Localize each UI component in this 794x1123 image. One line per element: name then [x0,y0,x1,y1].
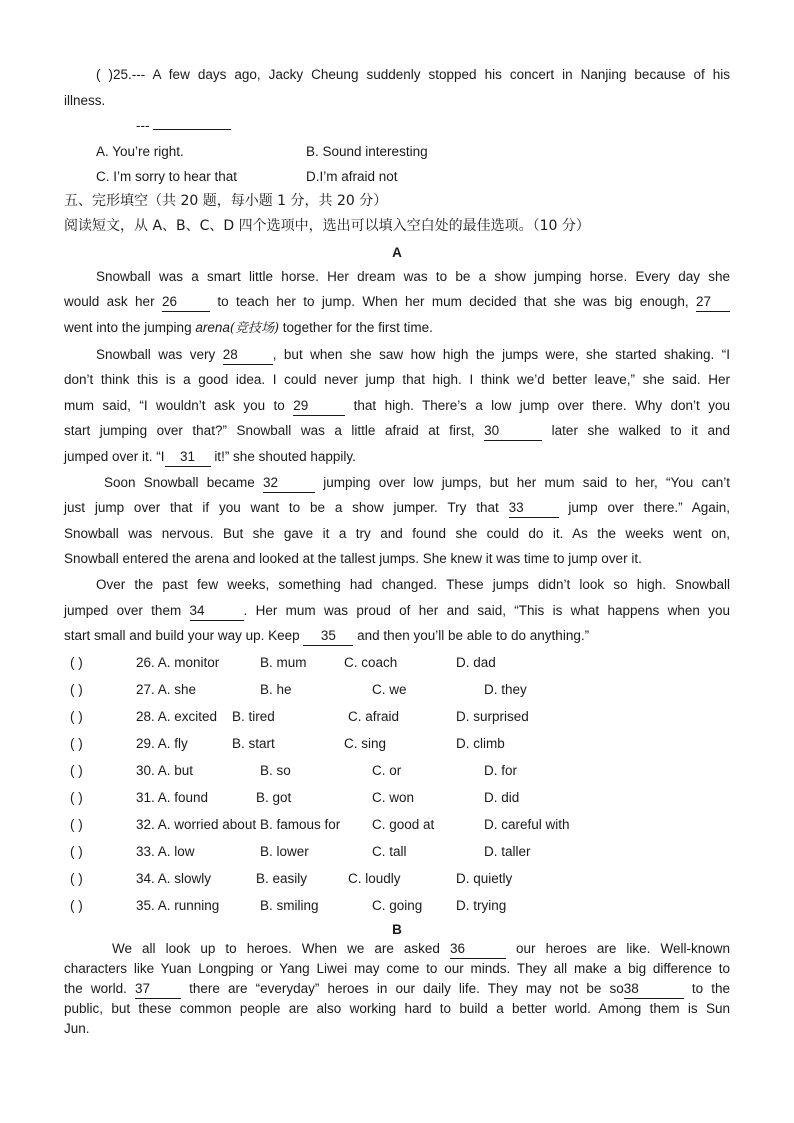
answer-paren[interactable]: ( ) [96,67,114,82]
passage-line: the world. 37 there are “everyday” heroes in our daily life. They may not be so38 to the [64,979,730,999]
option-b[interactable]: B. easily [256,870,308,886]
passage-line: mum said, “I wouldn’t ask you to 29 that high. There’s a low jump over there. Why don’t you [64,393,730,419]
passage-a [64,264,730,649]
option-c[interactable]: C. good at [372,816,435,832]
option-d[interactable]: D. dad [456,654,496,670]
option-a[interactable]: 31. A. found [136,789,209,805]
option-row [64,676,730,703]
question-25-stem-end: illness. [64,92,106,108]
passage-line: Jun. [64,1020,90,1036]
option-c[interactable]: C. going [372,897,423,913]
passage-line: just jump over that if you want to be a show jumper. Try that 33 jump over there.” Again, [64,495,730,521]
gloss-arena: (竞技场) [229,320,280,336]
option-c[interactable]: C. afraid [348,708,400,724]
option-b[interactable]: B. Sound interesting [306,143,428,159]
option-d[interactable]: D. did [484,789,520,805]
section-heading: 五、完形填空（共 20 题，每小题 1 分，共 20 分） [64,192,388,209]
option-row [64,649,730,676]
blank-38[interactable]: 38 [624,980,684,999]
option-d[interactable]: D. careful with [484,816,570,832]
option-d[interactable]: D. climb [456,735,505,751]
blank-34[interactable]: 34 [190,602,244,621]
passage-line: Snowball was very 28 , but when she saw how high the jumps were, she started shaking. “I [64,342,730,368]
option-row [64,811,730,838]
option-c[interactable]: C. or [372,762,402,778]
passage-line: would ask her 26 to teach her to jump. When her mum decided that she was big enough, 27 [64,289,730,315]
passage-line: Soon Snowball became 32 jumping over low jumps, but her mum said to her, “You can’t [64,470,730,496]
option-c[interactable]: C. coach [344,654,398,670]
option-c[interactable]: C. I’m sorry to hear that [96,168,238,184]
option-c[interactable]: C. sing [344,735,387,751]
answer-paren[interactable]: ( ) [70,708,83,724]
option-d[interactable]: D. trying [456,897,507,913]
option-a[interactable]: 30. A. but [136,762,194,778]
option-row [64,784,730,811]
option-a[interactable]: 26. A. monitor [136,654,220,670]
options-list [64,649,730,919]
blank-37[interactable]: 37 [135,980,181,999]
answer-paren[interactable]: ( ) [70,789,83,805]
option-row [64,892,730,919]
passage-line: went into the jumping arena(竞技场) together for the first time. [64,319,433,336]
option-b[interactable]: B. he [260,681,292,697]
passage-line: Snowball entered the arena and looked at the tallest jumps. She knew it was time to jump over it. [64,551,642,567]
option-d[interactable]: D. taller [484,843,531,859]
option-c[interactable]: C. tall [372,843,407,859]
blank-36[interactable]: 36 [450,940,506,959]
option-a[interactable]: 35. A. running [136,897,220,913]
option-b[interactable]: B. mum [260,654,307,670]
option-d[interactable]: D. for [484,762,518,778]
section-instruction: 阅读短文，从 A、B、C、D 四个选项中，选出可以填入空白处的最佳选项。（10 分） [64,217,590,234]
exam-page [64,62,730,1039]
option-row [64,757,730,784]
option-a[interactable]: A. You’re right. [96,143,184,159]
blank-32[interactable]: 32 [263,474,315,493]
passage-line: jumped over them 34 . Her mum was proud of her and said, “This is what happens when you [64,598,730,624]
option-a[interactable]: 28. A. excited [136,708,218,724]
passage-line: Over the past few weeks, something had changed. These jumps didn’t look so high. Snowball [96,576,730,592]
passage-line: characters like Yuan Longping or Yang Liwei may come to our minds. They all make a big difference to [64,960,730,976]
passage-line: jumped over it. “I 31 it!” she shouted happily. [64,444,730,470]
passage-line: start small and build your way up. Keep 35 and then you’ll be able to do anything.” [64,623,730,649]
blank-33[interactable]: 33 [509,499,559,518]
option-d[interactable]: D.I’m afraid not [306,168,398,184]
option-row [64,865,730,892]
option-a[interactable]: 27. A. she [136,681,197,697]
passage-line: Snowball was a smart little horse. Her dream was to be a show jumping horse. Every day she [96,268,730,284]
question-25-stem: 25.--- A few days ago, Jacky Cheung suddenly stopped his concert in Nanjing because of his [113,67,731,82]
passage-a-label: A [392,244,402,260]
passage-b [64,939,730,1039]
answer-paren[interactable]: ( ) [70,816,83,832]
option-a[interactable]: 34. A. slowly [136,870,212,886]
reply-blank[interactable] [153,129,231,130]
option-a[interactable]: 33. A. low [136,843,195,859]
option-c[interactable]: C. won [372,789,415,805]
passage-line: don’t think this is a good idea. I could never jump that high. I think we’d better leave,” she said. Her [64,372,730,388]
option-c[interactable]: C. loudly [348,870,401,886]
passage-line: public, but these common people are also working hard to build a better world. Among them is Sun [64,1000,730,1016]
passage-line: We all look up to heroes. When we are asked 36 our heroes are like. Well-known [64,939,730,959]
option-d[interactable]: D. quietly [456,870,513,886]
option-b[interactable]: B. famous for [260,816,341,832]
blank-27[interactable]: 27 [696,293,730,312]
reply-prefix: --- [136,118,150,134]
answer-paren[interactable]: ( ) [70,654,83,670]
answer-paren[interactable]: ( ) [70,762,83,778]
blank-28[interactable]: 28 [223,346,273,365]
passage-b-label: B [392,921,402,937]
answer-paren[interactable]: ( ) [70,681,83,697]
option-b[interactable]: B. start [232,735,275,751]
blank-30[interactable]: 30 [484,422,542,441]
option-b[interactable]: B. tired [232,708,275,724]
option-row [64,703,730,730]
option-a[interactable]: 29. A. fly [136,735,188,751]
option-c[interactable]: C. we [372,681,407,697]
option-a[interactable]: 32. A. worried about [136,816,257,832]
passage-line: start jumping over that?” Snowball was a little afraid at first, 30 later she walked to it and [64,418,730,444]
answer-paren[interactable]: ( ) [70,735,83,751]
answer-paren[interactable]: ( ) [70,870,83,886]
option-b[interactable]: B. smiling [260,897,319,913]
answer-paren[interactable]: ( ) [70,897,83,913]
option-row [64,838,730,865]
passage-line: Snowball was nervous. But she gave it a try and found she could do it. As the weeks went on, [64,525,730,541]
option-row [64,730,730,757]
option-d[interactable]: D. they [484,681,527,697]
blank-26[interactable]: 26 [162,293,210,312]
blank-29[interactable]: 29 [293,397,345,416]
option-b[interactable]: B. lower [260,843,309,859]
option-b[interactable]: B. so [260,762,291,778]
answer-paren[interactable]: ( ) [70,843,83,859]
question-25 [64,62,730,189]
blank-31[interactable]: 31 [165,448,211,467]
blank-35[interactable]: 35 [303,627,353,646]
option-d[interactable]: D. surprised [456,708,529,724]
option-b[interactable]: B. got [256,789,292,805]
